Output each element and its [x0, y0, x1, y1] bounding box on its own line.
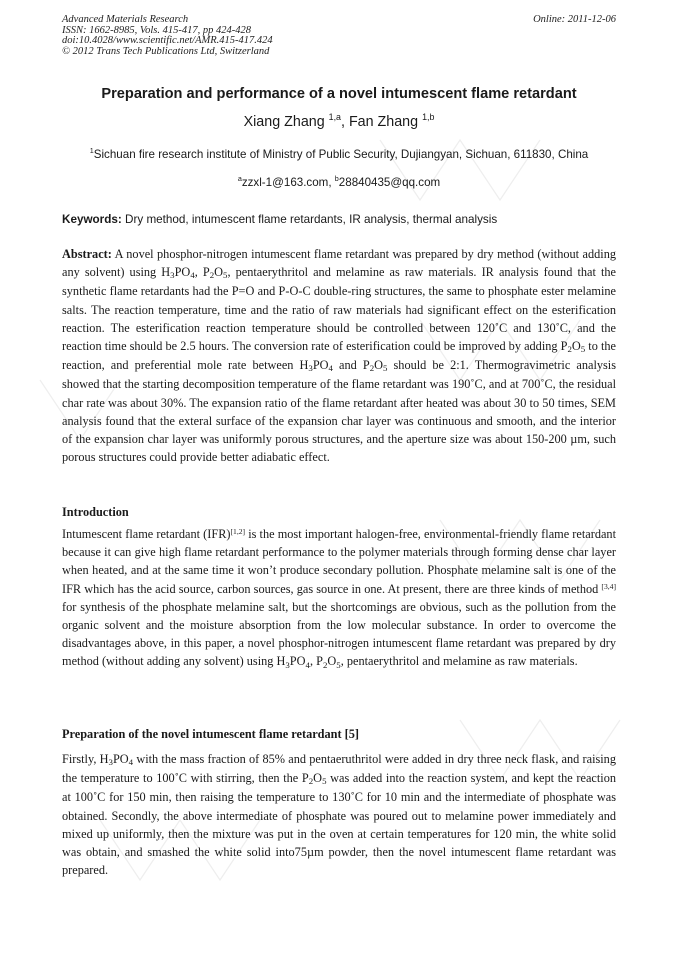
authors: Xiang Zhang $^{1,a}$, Fan Zhang $^{1,b}$: [243, 111, 435, 130]
introduction-heading: Introduction: [62, 505, 129, 519]
paper-title: Preparation and performance of a novel intumescent flame retardant: [101, 86, 577, 102]
abstract: Abstract: A novel phosphor-nitrogen intumescent flame retardant was prepared by dry method (without adding any solvent) using H3PO4, P2O5, pentaerythritol and melamine as raw materials. IR analysis found that the synthetic flame retardants had the P=O and P-O-C double-ring structures, the same to phosphate ester melamine salts. The reaction temperature, time and the ratio of raw materials had significant effect on the esterification reaction. The esterification reaction temperature should be controlled between 120˚C and 130˚C, and the reaction time should be 2.5 hours. The conversion rate of esterification could be improved by adding P2O5 to the reaction, and preferential mole rate between H3PO4 and P2O5 should be 2:1. Thermogravimetric analysis showed that the starting decomposition temperature of the flame retardant was 190˚C, and at 700˚C, the residual char rate was about 30%. The expansion ratio of the flame retardant after heated was about 30 to 50 times, SEM analysis found that the exteral surface of the expansion char layer was continuous and smooth, and the interior of the expansion char layer was uniformly porous structures, and the aperture size was about 150-200 µm, such porous structures could provide better adiabatic effect.: [62, 247, 616, 465]
doi: doi:10.4028/www.scientific.net/AMR.415-417.424: [62, 35, 273, 46]
journal-header: [62, 15, 616, 57]
online-date: Online: 2011-12-06: [533, 14, 616, 25]
email-b: 28840435@qq.com: [338, 176, 441, 189]
citation: [3,4]: [601, 581, 616, 591]
introduction-text: Intumescent flame retardant (IFR)[1,2] is the most important halogen-free, environmental-friendly flame retardant because it can give high flame retardant performance to the polymer materials through forming dense char layer when heated, and at the same time it won’t produce secondary pollution. Phosphate melamine salt is one of the IFR which has the acid source, carbon sources, gas source in one. At present, there are three kinds of method [3,4] for synthesis of the phosphate melamine salt, but the shortcomings are obvious, such as the pollution from the organic solvent and the moisture absorption from the low molecular substance. In order to overcome the disadvantages above, in this paper, a novel phosphor-nitrogen intumescent flame retardant was prepared by dry method (without adding any solvent) using H3PO4, P2O5, pentaerythritol and melamine as raw materials.: [62, 527, 616, 670]
preparation-text: Firstly, H3PO4 with the mass fraction of 85% and pentaeruthritol were added in dry three neck flask, and raising the temperature to 100˚C with stirring, then the P2O5 was added into the reaction system, and kept the reaction at 100˚C for 150 min, then raising the temperature to 130˚C for 10 min and the intermediate of phosphate was obtained. Secondly, the above intermediate of phosphate was poured out to melamine power immediately and mixed up uniformly, then the mixture was put in the oven at certain temperatures for 120 min, the white solid was obtain, and smashed the white solid into75µm powder, then the novel intumescent flame retardant was prepared.: [62, 752, 616, 878]
author-name: Fan Zhang: [348, 114, 419, 130]
preparation-heading: Preparation of the novel intumescent flame retardant [5]: [62, 727, 360, 741]
affiliation: $^1$Sichuan fire research institute of Ministry of Public Security, Dujiangyan, Sichuan, 611830, China: [89, 146, 589, 161]
issn: ISSN: 1662-8985, Vols. 415-417, pp 424-428: [62, 24, 251, 36]
keywords: [62, 213, 497, 226]
author-name: Xiang Zhang: [243, 114, 325, 130]
keywords-text: Dry method, intumescent flame retardants, IR analysis, thermal analysis: [125, 213, 498, 226]
keywords-label: Keywords:: [62, 213, 122, 226]
citation: [1,2]: [230, 527, 246, 537]
abstract-label: Abstract:: [62, 247, 112, 261]
journal-name: Advanced Materials Research: [62, 14, 189, 25]
email-a: zzxl-1@163.com,: [241, 176, 332, 189]
author-sup: 1,a: [328, 111, 341, 122]
copyright: © 2012 Trans Tech Publications Ltd, Switzerland: [62, 45, 270, 57]
author-sup: 1,b: [422, 111, 435, 122]
emails: $^a$zzxl-1@163.com, $^b$28840435@qq.com: [237, 174, 441, 189]
